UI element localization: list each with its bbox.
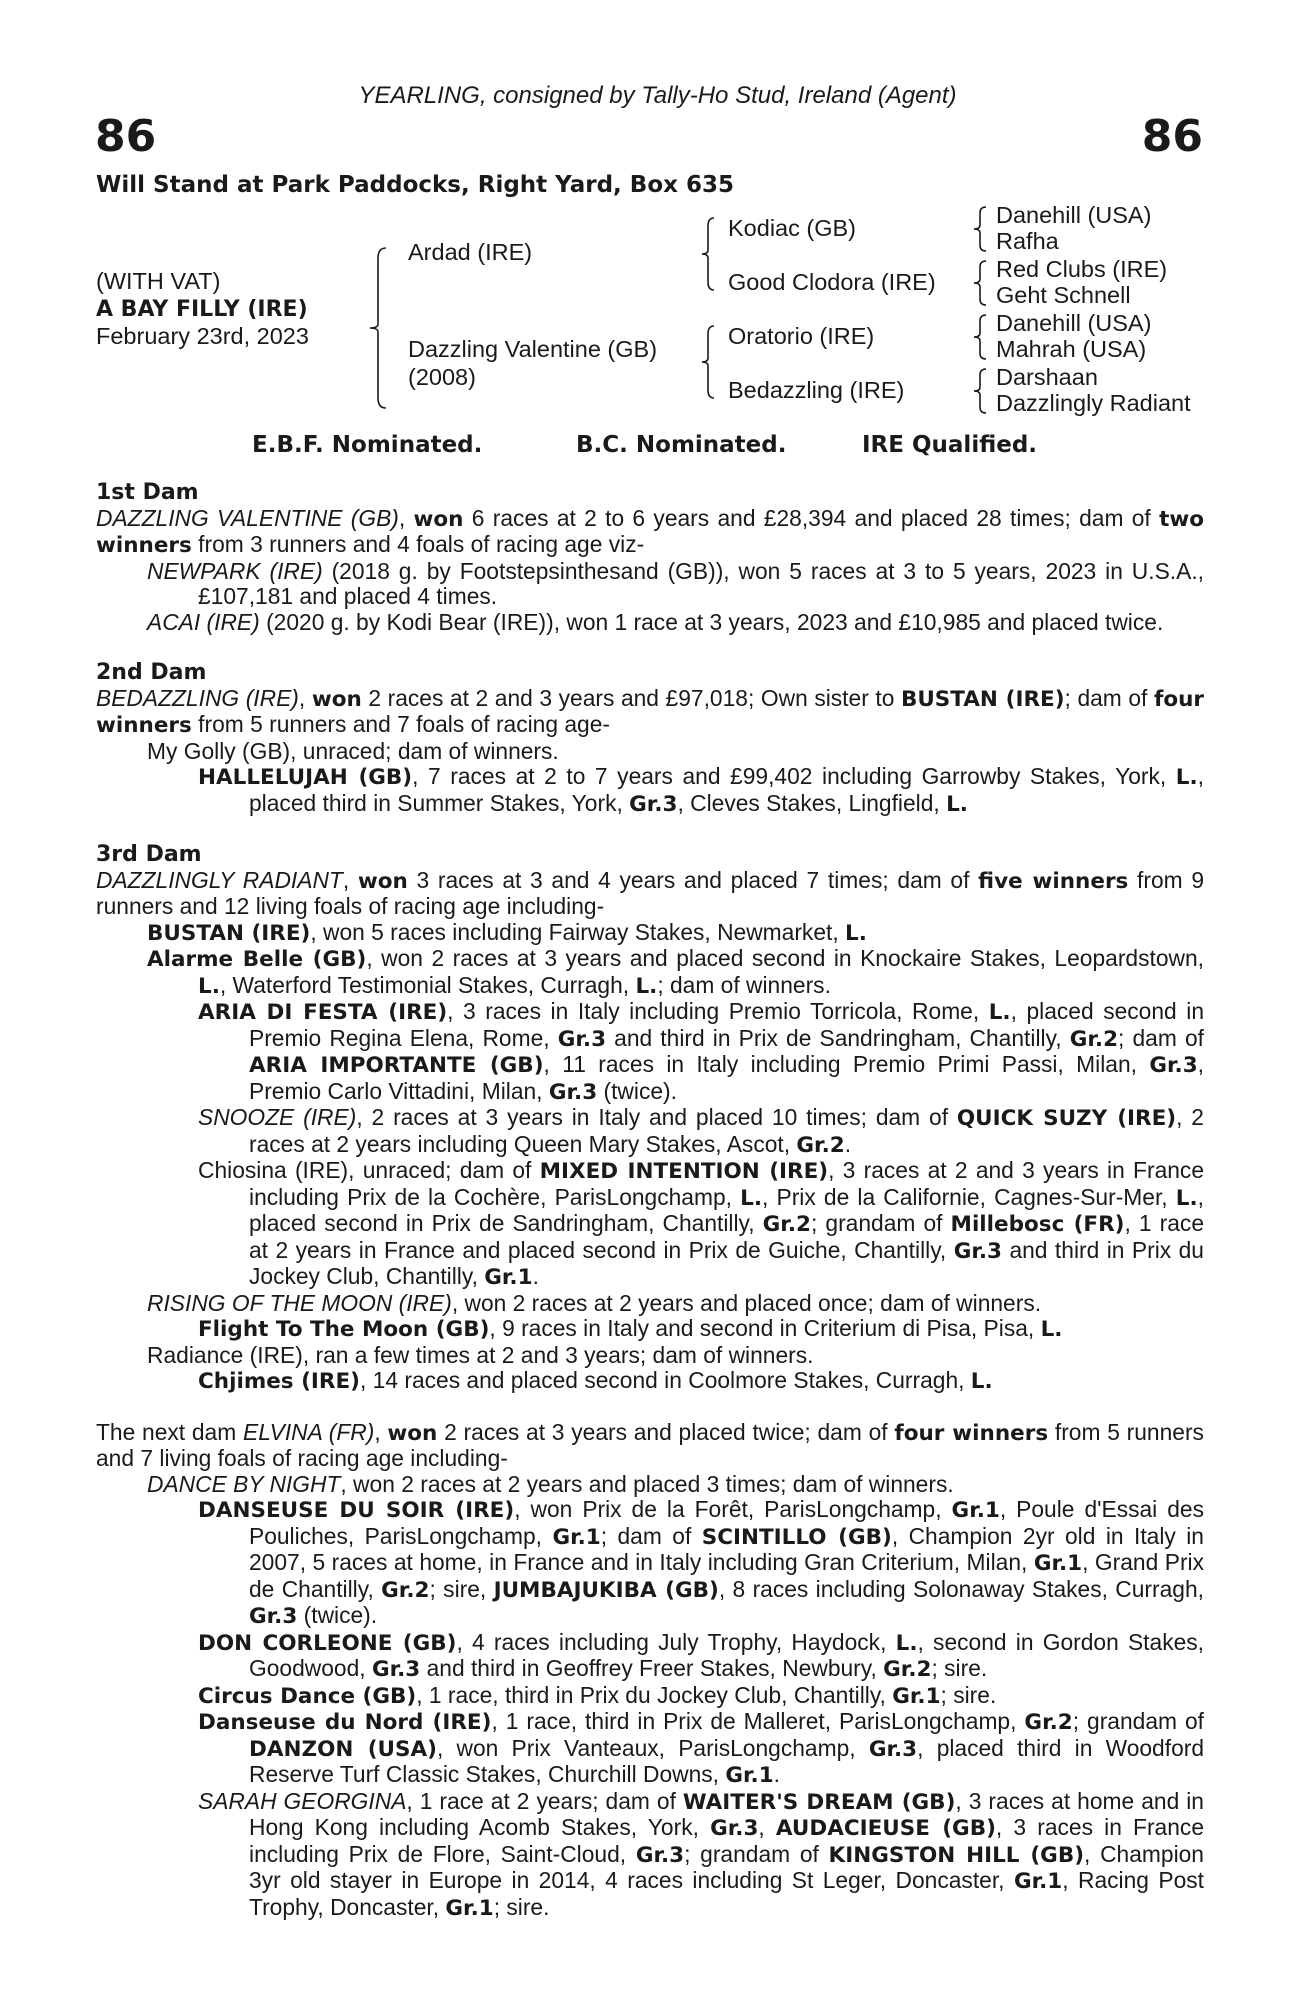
plain-text: , placed third in Woodford Reserve Turf Classic Stakes, Churchill Downs,: [249, 1734, 1205, 1787]
gg-sire-1: Danehill (USA): [996, 202, 1152, 228]
plain-text: , won 5 races including Fairway Stakes, Newmarket,: [310, 918, 846, 945]
bold-text: BUSTAN (IRE): [147, 920, 311, 946]
italic-text: ELVINA (FR): [242, 1418, 375, 1445]
bold-text: Gr.3: [635, 1842, 685, 1868]
plain-text: , 2 races at 2 years including Queen Mary Stakes, Ascot,: [249, 1104, 1204, 1157]
bold-text: Gr.2: [762, 1212, 811, 1237]
bold-text: L.: [1040, 1317, 1063, 1342]
qualification-ire: IRE Qualified.: [862, 432, 1038, 458]
plain-text: , 3 races at home and in Hong Kong including Acomb Stakes, York,: [249, 1787, 1204, 1840]
gg-sire-4: Darshaan: [996, 364, 1098, 390]
bold-text: Gr.3: [1149, 1053, 1198, 1078]
plain-text: from 3 runners and 4 foals of racing age viz-: [191, 531, 645, 557]
bold-text: L.: [988, 1000, 1011, 1025]
plain-text: , won 2 races at 2 years and placed once; dam of winners.: [451, 1289, 1042, 1316]
bold-text: Gr.1: [892, 1683, 941, 1709]
plain-text: , 8 races including Solonaway Stakes, Curragh,: [718, 1575, 1204, 1602]
bold-text: Gr.3: [953, 1238, 1002, 1264]
plain-text: , 4 races including July Trophy, Haydock,: [456, 1628, 896, 1655]
bold-text: MIXED INTENTION (IRE): [539, 1159, 829, 1184]
foaling-date: February 23rd, 2023: [96, 323, 309, 349]
bold-text: SCINTILLO (GB): [701, 1524, 892, 1550]
plain-text: (twice).: [297, 1602, 378, 1628]
nomination-bc: B.C. Nominated.: [576, 432, 787, 458]
gg-dam-1: Rafha: [996, 228, 1059, 254]
bold-text: L.: [970, 1369, 993, 1394]
plain-text: , Prix de la Californie, Cagnes-Sur-Mer,: [762, 1183, 1176, 1210]
bold-text: Gr.3: [557, 1026, 607, 1052]
progeny-entry: [96, 1683, 1204, 1710]
dam-section: [96, 660, 1204, 817]
ds-bracket: [970, 311, 990, 363]
progeny-entry: [96, 1472, 1204, 1498]
nomination-ebf: E.B.F. Nominated.: [252, 432, 483, 458]
plain-text: 2 races at 3 years and placed twice; dam of: [437, 1418, 895, 1445]
dam-section: [96, 842, 1204, 1395]
progeny-entry: [96, 764, 1204, 817]
bold-text: four winners: [96, 686, 1205, 738]
bold-text: won: [413, 506, 464, 532]
sire-bracket: [698, 214, 718, 294]
plain-text: , 7 races at 2 to 7 years and £99,402 including Garrowby Stakes, York,: [412, 763, 1176, 789]
plain-text: ; sire,: [429, 1575, 494, 1602]
plain-text: , won Prix de la Forêt, ParisLongchamp,: [514, 1496, 952, 1522]
italic-text: DAZZLINGLY RADIANT: [96, 866, 343, 893]
plain-text: My Golly (GB), unraced; dam of winners.: [147, 737, 559, 764]
plain-text: , Premio Carlo Vittadini, Milan,: [249, 1051, 1204, 1104]
progeny-entry: [96, 1316, 1204, 1343]
plain-text: .: [844, 1130, 852, 1157]
dam-sire: Oratorio (IRE): [728, 323, 875, 349]
progeny-entry: [96, 920, 1204, 947]
plain-text: from 5 runners and 7 foals of racing age-: [191, 711, 610, 737]
italic-text: DANCE BY NIGHT: [147, 1470, 341, 1497]
bold-text: WAITER'S DREAM (GB): [682, 1789, 956, 1815]
plain-text: ; dam of: [1118, 1024, 1204, 1051]
dam-heading: 2nd Dam: [96, 660, 207, 685]
sire-name: Ardad (IRE): [408, 239, 533, 265]
plain-text: ; dam of winners.: [657, 971, 831, 998]
bold-text: five winners: [978, 868, 1129, 894]
italic-text: ACAI (IRE): [147, 608, 260, 635]
bold-text: BUSTAN (IRE): [900, 686, 1065, 712]
plain-text: , Champion 2yr old in Italy in 2007, 5 races at home, in France and in Italy including Gran Criterium, Milan,: [249, 1522, 1204, 1575]
bold-text: L.: [635, 973, 658, 999]
bold-text: won: [311, 686, 362, 712]
progeny-entry: [96, 1291, 1204, 1317]
gg-sire-2: Red Clubs (IRE): [996, 256, 1168, 282]
progeny-entry: [96, 610, 1204, 636]
bold-text: Gr.1: [484, 1265, 533, 1290]
dd-bracket: [970, 365, 990, 417]
bold-text: Flight To The Moon (GB): [198, 1317, 490, 1342]
plain-text: , 3 races at 2 and 3 years in France including Prix de la Cochère, ParisLongchamp,: [249, 1157, 1205, 1210]
bold-text: won: [387, 1420, 438, 1446]
plain-text: 3 races at 3 and 4 years and placed 7 times; dam of: [407, 866, 979, 893]
bold-text: L.: [895, 1630, 918, 1656]
plain-text: (2020 g. by Kodi Bear (IRE)), won 1 race at 3 years, 2023 and £10,985 and placed twice.: [259, 608, 1164, 635]
plain-text: ; grandam of: [684, 1840, 829, 1867]
dam-name: Dazzling Valentine (GB): [408, 336, 658, 362]
plain-text: ; grandam of: [810, 1210, 951, 1236]
bold-text: Gr.3: [868, 1736, 918, 1762]
bold-text: JUMBAJUKIBA (GB): [493, 1577, 719, 1603]
plain-text: and third in Prix du Jockey Club, Chantilly,: [249, 1236, 1204, 1289]
progeny-entry: [96, 1105, 1204, 1158]
italic-text: NEWPARK (IRE): [147, 557, 323, 584]
bold-text: Alarme Belle (GB): [147, 947, 367, 972]
plain-text: Radiance (IRE), ran a few times at 2 and 3 years; dam of winners.: [147, 1341, 814, 1368]
progeny-entry: [96, 868, 1204, 920]
main-bracket: [364, 244, 390, 412]
lot-number-left: 86: [95, 111, 157, 162]
plain-text: , Racing Post Trophy, Doncaster,: [249, 1867, 1204, 1920]
bold-text: Millebosc (FR): [950, 1212, 1125, 1237]
bold-text: four winners: [894, 1420, 1049, 1446]
plain-text: ; sire.: [493, 1893, 550, 1920]
bold-text: Circus Dance (GB): [198, 1683, 417, 1709]
progeny-entry: [96, 1158, 1204, 1291]
plain-text: ; sire.: [931, 1655, 988, 1681]
bold-text: Gr.3: [629, 791, 678, 817]
plain-text: , 1 race at 2 years in France and placed second in Prix de Guiche, Chantilly,: [249, 1210, 1204, 1263]
plain-text: , placed second in Prix de Sandringham, Chantilly,: [249, 1183, 1204, 1236]
bold-text: L.: [740, 1185, 763, 1211]
bold-text: Gr.1: [1013, 1869, 1063, 1894]
bold-text: L.: [1175, 1185, 1198, 1211]
italic-text: BEDAZZLING (IRE): [96, 684, 299, 711]
plain-text: ,: [342, 866, 358, 893]
gg-dam-4: Dazzlingly Radiant: [996, 390, 1191, 416]
italic-text: DAZZLING VALENTINE (GB): [96, 504, 399, 531]
gg-sire-3: Danehill (USA): [996, 310, 1152, 336]
plain-text: ; grandam of: [1072, 1708, 1204, 1734]
bold-text: ARIA DI FESTA (IRE): [198, 1000, 448, 1025]
plain-text: and third in Prix de Sandringham, Chantilly,: [606, 1024, 1070, 1051]
plain-text: ; sire.: [940, 1681, 997, 1708]
plain-text: 6 races at 2 to 6 years and £28,394 and placed 28 times; dam of: [463, 504, 1160, 531]
progeny-entry: [96, 686, 1204, 739]
catalogue-body: [96, 480, 1204, 1921]
bold-text: Gr.3: [371, 1657, 421, 1682]
bold-text: HALLELUJAH (GB): [198, 765, 413, 790]
plain-text: , won 2 races at 2 years and placed 3 times; dam of winners.: [340, 1470, 954, 1497]
bold-text: Gr.3: [710, 1816, 759, 1841]
plain-text: , Grand Prix de Chantilly,: [249, 1549, 1204, 1602]
plain-text: , 11 races in Italy including Premio Primi Passi, Milan,: [543, 1051, 1150, 1077]
bold-text: DANZON (USA): [249, 1736, 437, 1762]
progeny-entry: [96, 559, 1204, 610]
italic-text: SNOOZE (IRE): [198, 1104, 357, 1130]
progeny-entry: [96, 1420, 1204, 1472]
plain-text: , 2 races at 3 years in Italy and placed 10 times; dam of: [356, 1104, 957, 1130]
bold-text: Gr.1: [725, 1763, 774, 1788]
bold-text: L.: [1175, 765, 1198, 790]
lot-horse-name: A BAY FILLY (IRE): [96, 297, 308, 322]
plain-text: , won Prix Vanteaux, ParisLongchamp,: [436, 1734, 869, 1761]
plain-text: , 1 race, third in Prix du Jockey Club, Chantilly,: [416, 1681, 893, 1708]
plain-text: ,: [758, 1814, 776, 1840]
bold-text: QUICK SUZY (IRE): [956, 1106, 1177, 1131]
plain-text: .: [532, 1263, 539, 1289]
progeny-entry: [96, 999, 1204, 1105]
bold-text: Gr.2: [883, 1657, 932, 1682]
plain-text: , 1 race, third in Prix de Malleret, ParisLongchamp,: [491, 1708, 1025, 1734]
bold-text: DANSEUSE DU SOIR (IRE): [198, 1498, 515, 1523]
progeny-entry: [96, 1789, 1204, 1922]
plain-text: , 14 races and placed second in Coolmore Stakes, Curragh,: [360, 1367, 971, 1393]
plain-text: from 5 runners and 7 living foals of racing age including-: [96, 1418, 1204, 1471]
bold-text: DON CORLEONE (GB): [198, 1630, 457, 1656]
dam-section: [96, 480, 1204, 635]
plain-text: , 1 race at 2 years; dam of: [406, 1787, 683, 1814]
plain-text: , 9 races in Italy and second in Criterium di Pisa, Pisa,: [489, 1315, 1041, 1341]
plain-text: from 9 runners and 12 living foals of racing age including-: [96, 866, 1204, 919]
plain-text: , 3 races in Italy including Premio Torricola, Rome,: [447, 998, 989, 1024]
progeny-entry: [96, 506, 1204, 559]
bold-text: won: [357, 868, 408, 894]
gg-dam-2: Geht Schnell: [996, 282, 1131, 308]
plain-text: .: [773, 1761, 781, 1787]
bold-text: Gr.1: [552, 1524, 601, 1550]
bold-text: Chjimes (IRE): [198, 1369, 360, 1394]
plain-text: ,: [298, 684, 312, 711]
sire-dam: Good Clodora (IRE): [728, 269, 936, 295]
progeny-entry: [96, 1709, 1204, 1789]
dam-year: (2008): [408, 364, 476, 390]
bold-text: Gr.3: [548, 1079, 598, 1105]
bold-text: Gr.1: [1033, 1551, 1083, 1576]
dam-bracket: [698, 322, 718, 402]
progeny-entry: [96, 739, 1204, 765]
progeny-entry: [96, 946, 1204, 999]
plain-text: , placed third in Summer Stakes, York,: [249, 763, 1204, 816]
bold-text: L.: [845, 920, 867, 946]
dam-heading: 1st Dam: [96, 480, 199, 505]
plain-text: , second in Gordon Stakes, Goodwood,: [249, 1628, 1204, 1681]
dam-heading: 3rd Dam: [96, 842, 202, 867]
bold-text: Gr.1: [445, 1895, 494, 1921]
consignor-header: YEARLING, consigned by Tally-Ho Stud, Ireland (Agent): [358, 82, 957, 109]
dam-section: [96, 1420, 1204, 1922]
plain-text: (twice).: [597, 1077, 677, 1104]
plain-text: ,: [374, 1418, 388, 1445]
italic-text: RISING OF THE MOON (IRE): [147, 1289, 452, 1316]
bold-text: ARIA IMPORTANTE (GB): [249, 1053, 544, 1078]
sire-sire: Kodiac (GB): [728, 215, 856, 241]
plain-text: , Cleves Stakes, Lingfield,: [677, 789, 947, 816]
plain-text: The next dam: [96, 1418, 243, 1445]
plain-text: (2018 g. by Footstepsinthesand (GB)), won 5 races at 3 to 5 years, 2023 in U.S.A., £107,181 and placed 4 times.: [198, 557, 1205, 609]
plain-text: ,: [398, 504, 414, 531]
vat-label: (WITH VAT): [96, 268, 221, 294]
plain-text: , 3 races in France including Prix de Flore, Saint-Cloud,: [249, 1814, 1204, 1867]
plain-text: , Waterford Testimonial Stakes, Curragh,: [219, 971, 636, 998]
plain-text: ; dam of: [600, 1522, 702, 1549]
bold-text: Gr.2: [796, 1132, 845, 1158]
sd-bracket: [970, 257, 990, 309]
ss-bracket: [970, 203, 990, 255]
progeny-entry: [96, 1630, 1204, 1683]
progeny-entry: [96, 1497, 1204, 1630]
bold-text: Gr.2: [381, 1577, 430, 1603]
plain-text: and third in Geoffrey Freer Stakes, Newbury,: [420, 1655, 884, 1681]
bold-text: Gr.1: [951, 1498, 1000, 1523]
bold-text: AUDACIEUSE (GB): [775, 1816, 996, 1841]
lot-number-right: 86: [1141, 111, 1203, 162]
plain-text: ; dam of: [1064, 684, 1154, 711]
plain-text: , won 2 races at 3 years and placed second in Knockaire Stakes, Leopardstown,: [366, 945, 1204, 971]
progeny-entry: [96, 1343, 1204, 1369]
bold-text: Gr.2: [1069, 1026, 1119, 1052]
plain-text: , Champion 3yr old stayer in Europe in 2014, 4 races including St Leger, Doncaster,: [249, 1840, 1204, 1893]
bold-text: Danseuse du Nord (IRE): [198, 1710, 492, 1735]
dam-dam: Bedazzling (IRE): [728, 377, 905, 403]
stand-location: Will Stand at Park Paddocks, Right Yard, Box 635: [96, 172, 734, 198]
progeny-entry: [96, 1368, 1204, 1395]
gg-dam-3: Mahrah (USA): [996, 336, 1147, 362]
plain-text: , placed second in Premio Regina Elena, Rome,: [249, 998, 1204, 1051]
bold-text: KINGSTON HILL (GB): [828, 1842, 1085, 1868]
bold-text: L.: [198, 973, 220, 999]
bold-text: Gr.3: [249, 1604, 298, 1629]
plain-text: , Poule d'Essai des Pouliches, ParisLongchamp,: [249, 1496, 1204, 1549]
bold-text: L.: [946, 791, 968, 817]
bold-text: Gr.2: [1024, 1710, 1073, 1735]
plain-text: Chiosina (IRE), unraced; dam of: [198, 1157, 540, 1183]
plain-text: 2 races at 2 and 3 years and £97,018; Own sister to: [361, 684, 901, 711]
italic-text: SARAH GEORGINA: [198, 1787, 407, 1814]
bold-text: two winners: [96, 506, 1204, 558]
